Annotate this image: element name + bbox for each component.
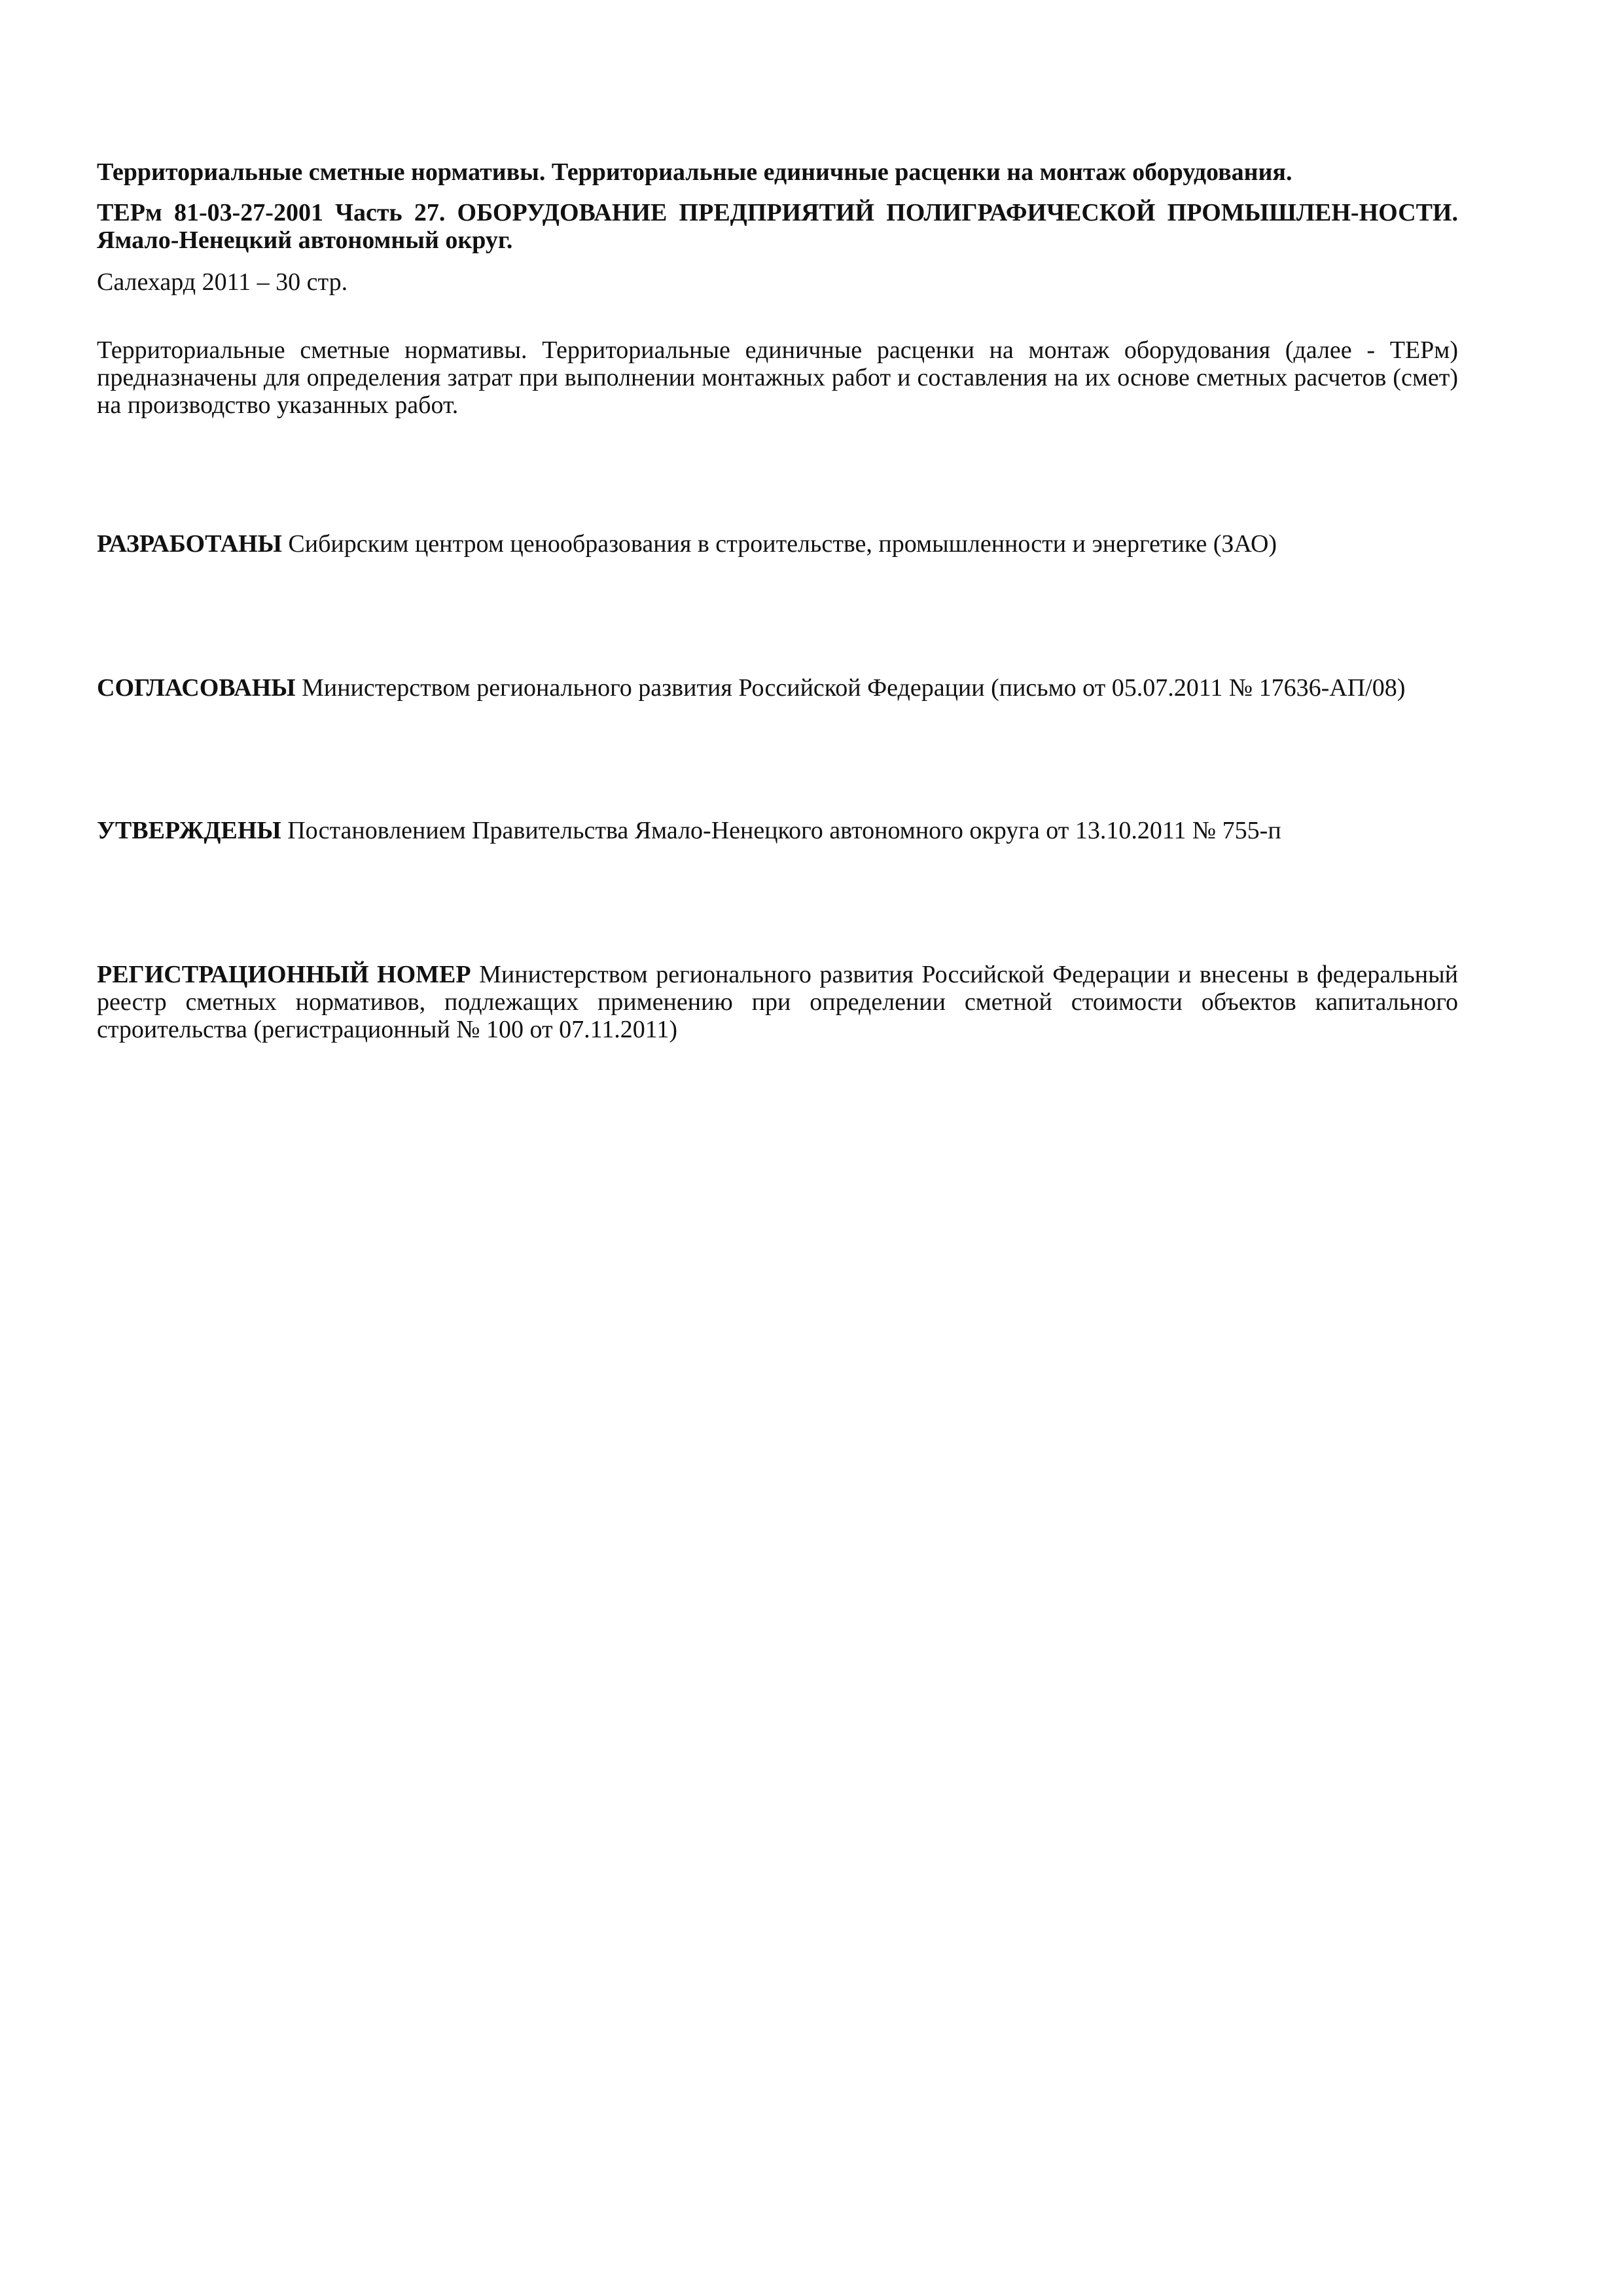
section-registration	[97, 961, 1458, 1043]
section-agreed-key: СОГЛАСОВАНЫ	[97, 674, 296, 702]
document-title: Территориальные сметные нормативы. Территориальные единичные расценки на монтаж оборудования.	[97, 158, 1293, 186]
section-developed	[97, 530, 1458, 558]
section-agreed	[97, 674, 1458, 702]
section-registration-text: Министерством регионального развития Российской Федерации и внесены в федеральный реестр сметных нормативов, подлежащих применению при определении сметной стоимости объектов капитального строительства (регистрационный № 100 от 07.11.2011)	[97, 961, 1459, 1043]
section-agreed-text: Министерством регионального развития Российской Федерации (письмо от 05.07.2011 № 17636-АП/08)	[302, 674, 1406, 702]
section-developed-key: РАЗРАБОТАНЫ	[97, 530, 282, 558]
section-approved	[97, 817, 1458, 844]
document-page	[97, 157, 1458, 1043]
section-approved-key: УТВЕРЖДЕНЫ	[97, 817, 281, 844]
document-annotation: Территориальные сметные нормативы. Территориальные единичные расценки на монтаж оборудования (далее - ТЕРм) предназначены для определения затрат при выполнении монтажных работ и составления на их основе сметных расчетов (смет) на производство указанных работ.	[97, 336, 1458, 419]
document-code-line: ТЕРм 81-03-27-2001 Часть 27. ОБОРУДОВАНИЕ ПРЕДПРИЯТИЙ ПОЛИГРАФИЧЕСКОЙ ПРОМЫШЛЕН-НОСТИ. Ямало-Ненецкий автономный округ.	[97, 199, 1458, 254]
document-imprint: Салехард 2011 – 30 стр.	[97, 268, 348, 296]
section-developed-text: Сибирским центром ценообразования в строительстве, промышленности и энергетике (ЗАО)	[288, 530, 1277, 558]
section-approved-text: Постановлением Правительства Ямало-Ненецкого автономного округа от 13.10.2011 № 755-п	[287, 817, 1281, 844]
section-registration-key: РЕГИСТРАЦИОННЫЙ НОМЕР	[97, 961, 471, 988]
